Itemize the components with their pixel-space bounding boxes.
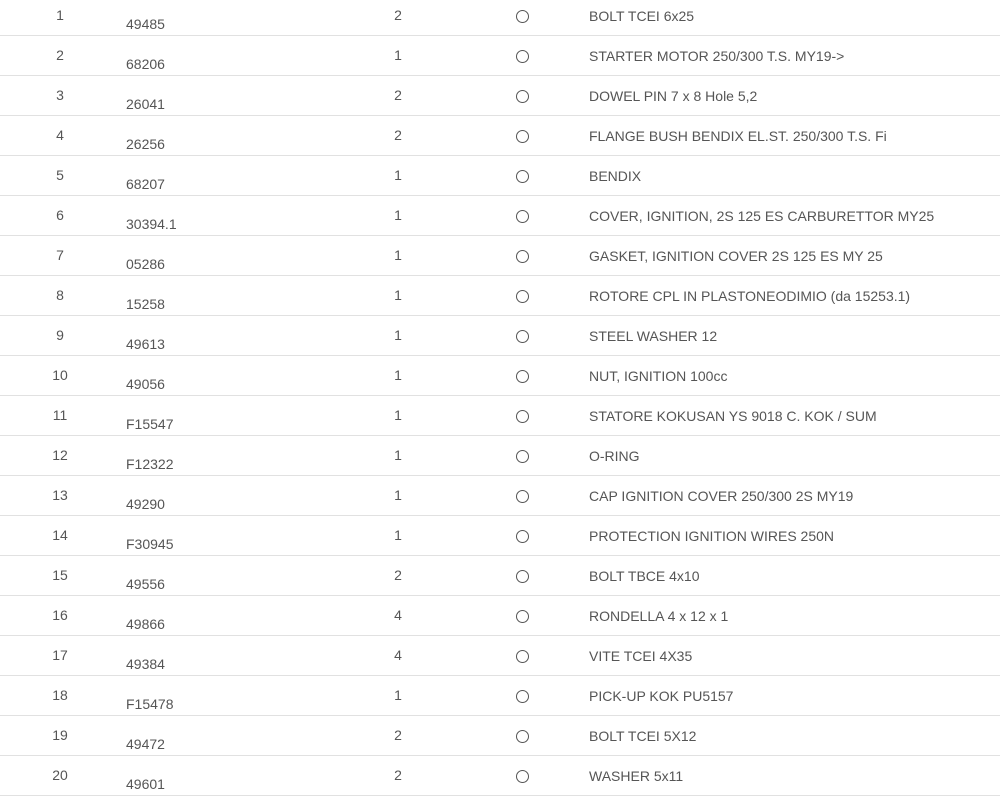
quantity: 1 (394, 47, 402, 63)
quantity: 4 (394, 647, 402, 663)
quantity: 1 (394, 167, 402, 183)
item-number: 19 (52, 727, 68, 743)
quantity: 1 (394, 487, 402, 503)
part-description: O-RING (589, 448, 640, 464)
select-cell (514, 329, 530, 345)
select-radio[interactable] (516, 210, 529, 223)
item-number: 20 (52, 767, 68, 783)
item-number: 8 (56, 287, 64, 303)
item-number: 14 (52, 527, 68, 543)
select-radio[interactable] (516, 330, 529, 343)
part-description: ROTORE CPL IN PLASTONEODIMIO (da 15253.1) (589, 288, 911, 304)
item-number: 13 (52, 487, 68, 503)
select-radio[interactable] (516, 250, 529, 263)
quantity: 2 (394, 767, 402, 783)
item-number: 6 (56, 207, 64, 223)
table-row (0, 196, 1000, 236)
table-row (0, 636, 1000, 676)
item-number: 5 (56, 167, 64, 183)
select-radio[interactable] (516, 690, 529, 703)
part-description: STEEL WASHER 12 (589, 328, 718, 344)
quantity: 2 (394, 87, 402, 103)
item-number: 9 (56, 327, 64, 343)
quantity: 2 (394, 727, 402, 743)
part-description: VITE TCEI 4X35 (589, 648, 693, 664)
table-row (0, 516, 1000, 556)
select-radio[interactable] (516, 730, 529, 743)
part-description: DOWEL PIN 7 x 8 Hole 5,2 (589, 88, 758, 104)
quantity: 1 (394, 447, 402, 463)
table-row (0, 596, 1000, 636)
part-code: 68206 (126, 56, 165, 72)
quantity: 1 (394, 287, 402, 303)
select-radio[interactable] (516, 50, 529, 63)
select-cell (514, 729, 530, 745)
select-cell (514, 369, 530, 385)
table-row (0, 156, 1000, 196)
select-cell (514, 9, 530, 25)
item-number: 1 (56, 7, 64, 23)
table-row (0, 676, 1000, 716)
item-number: 3 (56, 87, 64, 103)
quantity: 1 (394, 407, 402, 423)
select-cell (514, 609, 530, 625)
part-code: 49613 (126, 336, 165, 352)
select-cell (514, 689, 530, 705)
select-radio[interactable] (516, 410, 529, 423)
select-cell (514, 649, 530, 665)
select-radio[interactable] (516, 570, 529, 583)
select-radio[interactable] (516, 90, 529, 103)
item-number: 4 (56, 127, 64, 143)
table-row (0, 36, 1000, 76)
table-row (0, 356, 1000, 396)
table-row (0, 556, 1000, 596)
select-radio[interactable] (516, 290, 529, 303)
select-radio[interactable] (516, 130, 529, 143)
item-number: 11 (52, 407, 68, 423)
part-code: 49601 (126, 776, 165, 792)
part-description: STATORE KOKUSAN YS 9018 C. KOK / SUM (589, 408, 877, 424)
table-row (0, 716, 1000, 756)
select-radio[interactable] (516, 490, 529, 503)
select-cell (514, 249, 530, 265)
select-radio[interactable] (516, 450, 529, 463)
table-row (0, 756, 1000, 796)
part-description: BOLT TCEI 5X12 (589, 728, 697, 744)
quantity: 1 (394, 367, 402, 383)
quantity: 2 (394, 567, 402, 583)
part-description: BOLT TCEI 6x25 (589, 8, 695, 24)
select-radio[interactable] (516, 10, 529, 23)
part-code: 49384 (126, 656, 165, 672)
part-code: 49290 (126, 496, 165, 512)
part-code: F12322 (126, 456, 174, 472)
part-description: CAP IGNITION COVER 250/300 2S MY19 (589, 488, 854, 504)
table-row (0, 276, 1000, 316)
part-code: 68207 (126, 176, 165, 192)
select-cell (514, 529, 530, 545)
select-cell (514, 169, 530, 185)
select-radio[interactable] (516, 770, 529, 783)
part-description: PROTECTION IGNITION WIRES 250N (589, 528, 835, 544)
table-row (0, 76, 1000, 116)
select-radio[interactable] (516, 530, 529, 543)
item-number: 12 (52, 447, 68, 463)
part-description: STARTER MOTOR 250/300 T.S. MY19-> (589, 48, 845, 64)
table-row (0, 0, 1000, 36)
part-code: 26041 (126, 96, 165, 112)
part-code: 49866 (126, 616, 165, 632)
quantity: 1 (394, 687, 402, 703)
quantity: 2 (394, 7, 402, 23)
select-cell (514, 489, 530, 505)
part-description: WASHER 5x11 (589, 768, 684, 784)
part-code: 49556 (126, 576, 165, 592)
part-code: F15478 (126, 696, 174, 712)
table-row (0, 396, 1000, 436)
part-description: NUT, IGNITION 100cc (589, 368, 728, 384)
part-description: GASKET, IGNITION COVER 2S 125 ES MY 25 (589, 248, 883, 264)
table-row (0, 436, 1000, 476)
part-description: FLANGE BUSH BENDIX EL.ST. 250/300 T.S. Fi (589, 128, 887, 144)
quantity: 2 (394, 127, 402, 143)
part-description: RONDELLA 4 x 12 x 1 (589, 608, 729, 624)
item-number: 18 (52, 687, 68, 703)
table-row (0, 476, 1000, 516)
part-code: 49472 (126, 736, 165, 752)
part-description: PICK-UP KOK PU5157 (589, 688, 734, 704)
quantity: 1 (394, 207, 402, 223)
table-row (0, 116, 1000, 156)
select-cell (514, 769, 530, 785)
quantity: 1 (394, 247, 402, 263)
part-code: F30945 (126, 536, 174, 552)
select-cell (514, 89, 530, 105)
select-cell (514, 569, 530, 585)
select-radio[interactable] (516, 170, 529, 183)
quantity: 1 (394, 327, 402, 343)
item-number: 15 (52, 567, 68, 583)
select-cell (514, 49, 530, 65)
item-number: 16 (52, 607, 68, 623)
select-cell (514, 449, 530, 465)
item-number: 10 (52, 367, 68, 383)
table-row (0, 316, 1000, 356)
part-code: 30394.1 (126, 216, 177, 232)
quantity: 4 (394, 607, 402, 623)
part-code: F15547 (126, 416, 174, 432)
part-code: 49056 (126, 376, 165, 392)
item-number: 2 (56, 47, 64, 63)
select-cell (514, 289, 530, 305)
part-code: 26256 (126, 136, 165, 152)
select-radio[interactable] (516, 650, 529, 663)
part-description: BOLT TBCE 4x10 (589, 568, 700, 584)
part-description: BENDIX (589, 168, 642, 184)
item-number: 17 (52, 647, 68, 663)
item-number: 7 (56, 247, 64, 263)
select-cell (514, 209, 530, 225)
select-radio[interactable] (516, 610, 529, 623)
part-code: 05286 (126, 256, 165, 272)
select-cell (514, 409, 530, 425)
quantity: 1 (394, 527, 402, 543)
select-cell (514, 129, 530, 145)
table-row (0, 236, 1000, 276)
select-radio[interactable] (516, 370, 529, 383)
part-description: COVER, IGNITION, 2S 125 ES CARBURETTOR MY25 (589, 208, 935, 224)
part-code: 49485 (126, 16, 165, 32)
part-code: 15258 (126, 296, 165, 312)
